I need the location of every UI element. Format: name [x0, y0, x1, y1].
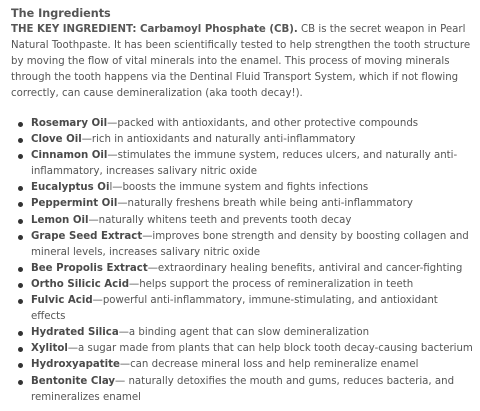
ingredient-name: Rosemary Oil: [31, 118, 108, 129]
ingredient-desc: — naturally detoxifies the mouth and gums, reduces bacteria, and remineralizes enamel: [31, 375, 455, 403]
list-item: [31, 374, 474, 406]
bullet-icon: [18, 283, 23, 288]
list-item: [31, 116, 474, 132]
intro-text: CB is the secret weapon in Pearl Natural Toothpaste. It has been scientifically tested to help strengthen the tooth structure by moving the flow of vital minerals into the enamel. This process of moving minerals through the tooth happens via the Dentinal Fluid Transport System, which if not flowing correctly, can cause demineralization (aka tooth decay!).: [11, 24, 471, 99]
bullet-icon: [18, 202, 23, 207]
list-item: [31, 229, 474, 261]
bullet-icon: [18, 267, 23, 272]
ingredient-name: Bentonite Clay: [31, 375, 116, 387]
list-item: [31, 196, 474, 212]
intro-paragraph: [11, 22, 474, 102]
ingredient-desc: —a sugar made from plants that can help block tooth decay-causing bacterium: [67, 343, 473, 355]
list-item: [31, 180, 474, 196]
ingredient-name: Fulvic Acid: [31, 295, 93, 307]
bullet-icon: [18, 299, 23, 304]
ingredient-name: Peppermint Oil: [31, 198, 118, 210]
bullet-icon: [18, 380, 23, 385]
bullet-icon: [18, 347, 23, 352]
list-item: [31, 293, 474, 325]
bullet-icon: [18, 219, 23, 224]
bullet-icon: [18, 186, 23, 191]
ingredient-name: Lemon Oil: [31, 214, 89, 226]
ingredient-name: Hydroxyapatite: [31, 359, 120, 371]
list-item: [31, 132, 474, 148]
ingredient-desc: —naturally freshens breath while being anti-inflammatory: [117, 198, 413, 210]
bullet-icon: [18, 331, 23, 336]
ingredient-name: Grape Seed Extract: [31, 230, 143, 242]
ingredient-name: Hydrated Silica: [31, 327, 119, 339]
ingredient-desc: —naturally whitens teeth and prevents tooth decay: [88, 214, 352, 226]
bullet-icon: [18, 235, 23, 240]
ingredient-name: Bee Propolis Extract: [31, 262, 148, 274]
list-item: [31, 261, 474, 277]
list-item: [31, 341, 474, 357]
ingredient-name: Clove Oil: [31, 134, 82, 146]
bullet-icon: [18, 122, 23, 127]
list-item: [31, 148, 474, 180]
ingredient-desc: —a binding agent that can slow demineralization: [118, 327, 370, 339]
bullet-icon: [18, 363, 23, 368]
list-item: [31, 277, 474, 293]
ingredient-desc: —improves bone strength and density by boosting collagen and mineral levels, increases salivary nitric oxide: [31, 230, 469, 258]
bullet-icon: [18, 138, 23, 143]
key-ingredient-label: THE KEY INGREDIENT: Carbamoyl Phosphate (CB).: [11, 24, 298, 35]
ingredient-desc: —stimulates the immune system, reduces ulcers, and naturally anti-inflammatory, increases salivary nitric oxide: [31, 150, 458, 178]
ingredient-name: Cinnamon Oil: [31, 150, 108, 162]
section-heading: The Ingredients: [11, 7, 111, 20]
list-item: [31, 325, 474, 341]
ingredient-name: Xylitol: [31, 343, 68, 355]
bullet-icon: [18, 154, 23, 159]
list-item: [31, 213, 474, 229]
ingredient-desc: l—boosts the immune system and fights infections: [109, 182, 369, 194]
ingredient-name: Ortho Silicic Acid: [31, 278, 129, 290]
ingredient-desc: —helps support the process of remineralization in teeth: [129, 278, 414, 290]
ingredient-desc: —packed with antioxidants, and other protective compounds: [107, 118, 419, 129]
ingredient-name: Eucalyptus Oi: [31, 182, 110, 194]
ingredient-desc: —extraordinary healing benefits, antiviral and cancer-fighting: [147, 262, 463, 274]
ingredient-desc: —powerful anti-inflammatory, immune-stimulating, and antioxidant effects: [31, 295, 438, 323]
ingredient-desc: —can decrease mineral loss and help remineralize enamel: [119, 359, 419, 371]
ingredient-desc: —rich in antioxidants and naturally anti-inflammatory: [81, 134, 356, 146]
list-item: [31, 357, 474, 373]
ingredient-list: [11, 116, 474, 406]
